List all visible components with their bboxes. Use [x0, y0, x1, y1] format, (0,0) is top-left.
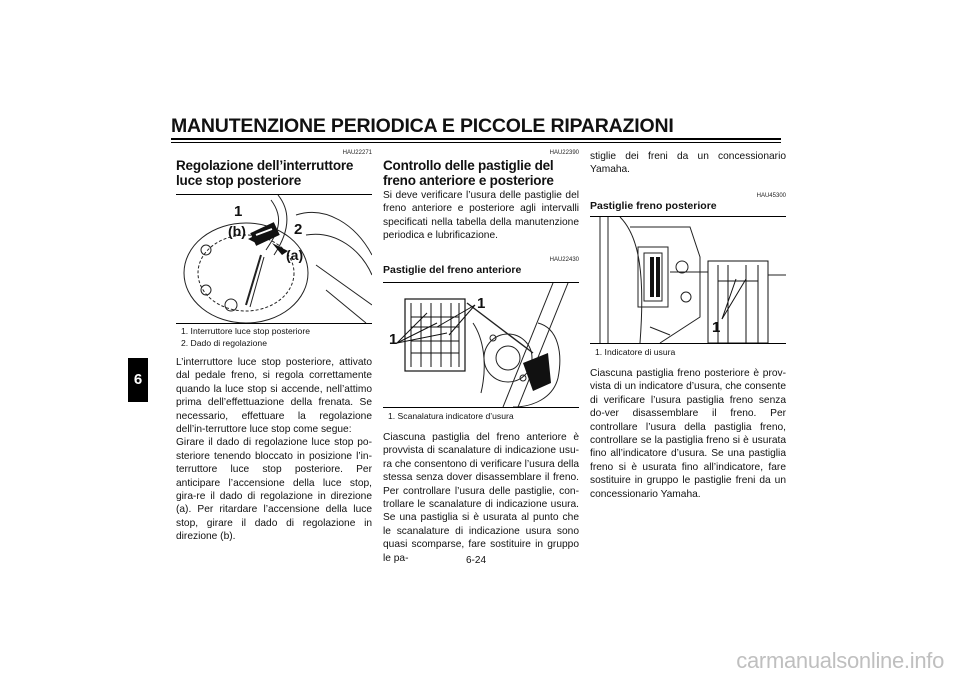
paragraph: Girare il dado di regolazione luce stop po-steriore tenendo bloccato in posizione l’in-terruttore luce stop posteriore. Per anticipare l’accensione della luce stop, gira-re il dado di regolazione in direzione (a). Per ritardare l’accensione della luce stop, girare il dado di regolazione in direzione (b).: [176, 437, 372, 543]
subsection-code: HAU45300: [756, 192, 786, 199]
callout-1: 1: [234, 203, 243, 220]
page-number: 6-24: [466, 555, 487, 566]
right-column: [590, 150, 786, 213]
watermark: carmanualsonline.info: [736, 648, 944, 673]
section-heading: Regolazione dell’interruttore luce stop posteriore: [176, 158, 354, 188]
continuation-paragraph: stiglie dei freni da un concessionario Yamaha.: [590, 151, 786, 176]
subsection-heading: Pastiglie del freno anteriore: [383, 263, 522, 276]
callout-2: 2: [294, 221, 303, 238]
chapter-tab: 6: [128, 358, 148, 402]
brake-switch-illustration: [176, 195, 372, 323]
paragraph: Ciascuna pastiglia freno posteriore è prov-vista di un indicatore d’usura, che consente di verificare l’usura pastiglia freno senza do-ver disassemblare il freno. Per controllare l’usura della pastiglia freno, controllare se la pastiglia freno si è usurata fino all’indicatore d’usura. Se una pastiglia freno si è usurata fino all’indicatore, fare sostituire in gruppo le pastiglie freni da un concessionario Yamaha.: [590, 368, 786, 500]
subsection-heading: Pastiglie freno posteriore: [590, 199, 717, 212]
header-rule-thin: [171, 142, 781, 143]
caption-item: 1. Interruttore luce stop posteriore: [181, 326, 310, 336]
left-column: [176, 150, 372, 188]
left-captions: [181, 325, 377, 349]
rear-pad-illustration: [590, 217, 786, 343]
callout-1-lower: 1: [389, 331, 398, 348]
brake-switch-figure: [176, 194, 372, 324]
header-rule: [171, 138, 781, 140]
rear-pad-figure: [590, 216, 786, 344]
intro-paragraph: Si deve verificare l’usura delle pastiglie del freno anteriore e posteriore agli intervalli specificati nella tabella della manutenzione periodica e lubrificazione.: [383, 190, 579, 242]
caption-item: 1. Indicatore di usura: [595, 347, 676, 357]
paragraph: Ciascuna pastiglia del freno anteriore è provvista di scanalature di indicazione usu-ra che consentono di verificare l’usura della stessa senza dover disassemblare il freno. Per controllare l’usura delle pastiglie, con-trollare le scanalature di indicazione usura. Se una pastiglia si è usurata al punto che le scanalature di indicazione usura sono quasi scomparse, fare sostituire in gruppo le pa-: [383, 432, 579, 564]
section-code: HAU22271: [342, 150, 372, 156]
front-pad-figure: [383, 282, 579, 408]
caption-item: 1. Scanalatura indicatore d’usura: [388, 411, 514, 421]
middle-caption: [388, 410, 584, 422]
middle-column: [383, 150, 579, 277]
section-code: HAU22390: [549, 150, 579, 156]
right-caption: [595, 346, 791, 358]
callout-1: 1: [712, 319, 721, 336]
page-title: MANUTENZIONE PERIODICA E PICCOLE RIPARAZIONI: [171, 115, 674, 137]
callout-a: (a): [286, 247, 304, 263]
callout-1-upper: 1: [477, 295, 486, 312]
subsection-code: HAU22430: [549, 256, 579, 263]
middle-body: [383, 431, 579, 565]
section-heading: Controllo delle pastiglie del freno anteriore e posteriore: [383, 158, 554, 188]
paragraph: L’interruttore luce stop posteriore, attivato dal pedale freno, si regola correttamente quando la luce stop si accende, nell’attimo prima dell’effettuazione della frenata. Se necessario, effettuare la regolazione dell’in-terruttore luce stop come segue:: [176, 357, 372, 436]
right-body: [590, 367, 786, 501]
caption-item: 2. Dado di regolazione: [181, 338, 267, 348]
left-body: [176, 356, 372, 544]
callout-b: (b): [228, 223, 246, 239]
